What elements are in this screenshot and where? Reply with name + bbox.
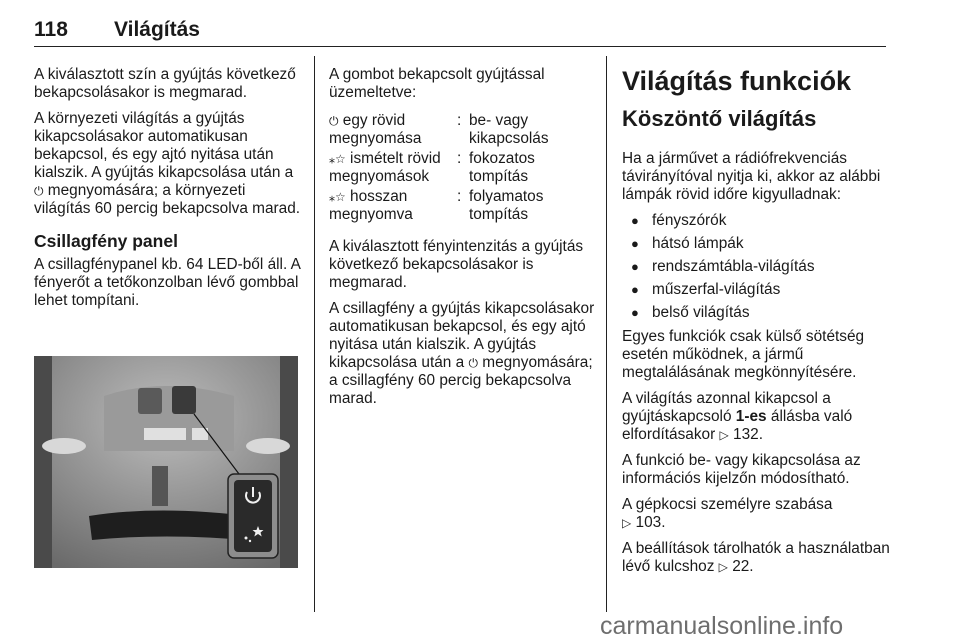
list-item: ● hátsó lámpák xyxy=(622,235,892,253)
section-title: Világítás funkciók xyxy=(622,66,852,96)
term: ⁎☆ hosszan megnyomva xyxy=(329,188,413,223)
paragraph: Egyes funkciók csak külső sötétség esetén működnek, a jármű megtalálásának megkönnyítésére. xyxy=(622,328,865,381)
column-left xyxy=(34,66,302,318)
reference-arrow-icon: ▷ xyxy=(622,516,632,530)
description: fokozatos tompítás xyxy=(469,150,535,185)
page-header xyxy=(34,18,886,47)
separator: : xyxy=(457,150,462,167)
roof-console-photo xyxy=(34,356,298,568)
paragraph: A csillagfénypanel kb. 64 LED-ből áll. A fényerőt a tetőkonzolban lévő gombbal lehet tompítani. xyxy=(34,256,301,309)
paragraph: A beállítások tárolhatók a használatban lévő kulcshoz ▷ 22. xyxy=(622,540,890,575)
chapter-title: Világítás xyxy=(114,18,200,41)
button-operation-table xyxy=(329,112,595,226)
page-reference[interactable]: 132. xyxy=(733,426,764,443)
paragraph: A gombot bekapcsolt gyújtással üzemeltetve: xyxy=(329,66,545,101)
page-reference[interactable]: 103. xyxy=(635,514,666,531)
list-item: ● rendszámtábla-világítás xyxy=(622,258,892,276)
power-icon: ⏻ xyxy=(468,356,478,370)
reference-arrow-icon: ▷ xyxy=(718,560,728,574)
description: folyamatos tompítás xyxy=(469,188,544,223)
list-item: ● műszerfal-világítás xyxy=(622,281,892,299)
watermark: carmanualsonline.info xyxy=(600,612,844,640)
separator: : xyxy=(457,112,462,129)
paragraph: A világítás azonnal kikapcsol a gyújtáskapcsoló 1-es állásba való elfordításakor ▷ 132. xyxy=(622,390,853,443)
description: be- vagy kikapcsolás xyxy=(469,112,549,147)
reference-arrow-icon: ▷ xyxy=(719,428,729,442)
column-divider xyxy=(606,56,607,612)
power-icon: ⏻ xyxy=(34,184,44,198)
page-reference[interactable]: 22. xyxy=(732,558,754,575)
starlight-icon: ⁎☆ xyxy=(329,152,346,166)
subsection-title: Köszöntő világítás xyxy=(622,106,817,131)
paragraph: A kiválasztott szín a gyújtás következő bekapcsolásakor is megmarad. xyxy=(34,66,296,101)
paragraph: A kiválasztott fényintenzitás a gyújtás következő bekapcsolásakor is megmarad. xyxy=(329,238,584,291)
paragraph: Ha a járművet a rádiófrekvenciás távirányítóval nyitja ki, akkor az alábbi lámpák rövid időre kigyulladnak: xyxy=(622,150,881,203)
paragraph: A gépkocsi személyre szabása ▷ 103. xyxy=(622,496,833,531)
starlight-icon: ⁎☆ xyxy=(329,190,346,204)
column-divider xyxy=(314,56,315,612)
bullet-list xyxy=(622,212,892,322)
power-icon: ⏻ xyxy=(329,114,339,128)
paragraph: A csillagfény a gyújtás kikapcsolásakor automatikusan bekapcsol, és egy ajtó nyitása után kialszik. A gyújtás kikapcsolása után a ⏻ megnyomására; a csillagfény 60 percig bekapcsolva marad. xyxy=(329,300,595,407)
section-heading: Csillagfény panel xyxy=(34,231,178,251)
column-middle xyxy=(329,66,595,416)
paragraph: A funkció be- vagy kikapcsolása az információs kijelzőn módosítható. xyxy=(622,452,861,487)
paragraph: A környezeti világítás a gyújtás kikapcsolásakor automatikusan bekapcsol, és egy ajtó nyitása után kialszik. A gyújtás kikapcsolása után a ⏻ megnyomására; a környezeti világítás 60 percig bekapcsolva marad. xyxy=(34,110,301,217)
page-number: 118 xyxy=(34,18,68,41)
term: ⏻ egy rövid megnyomása xyxy=(329,112,422,147)
term: ⁎☆ ismételt rövid megnyomások xyxy=(329,150,441,185)
list-item: ● belső világítás xyxy=(622,304,892,322)
separator: : xyxy=(457,188,462,205)
column-right xyxy=(622,66,892,584)
list-item: ● fényszórók xyxy=(622,212,892,230)
